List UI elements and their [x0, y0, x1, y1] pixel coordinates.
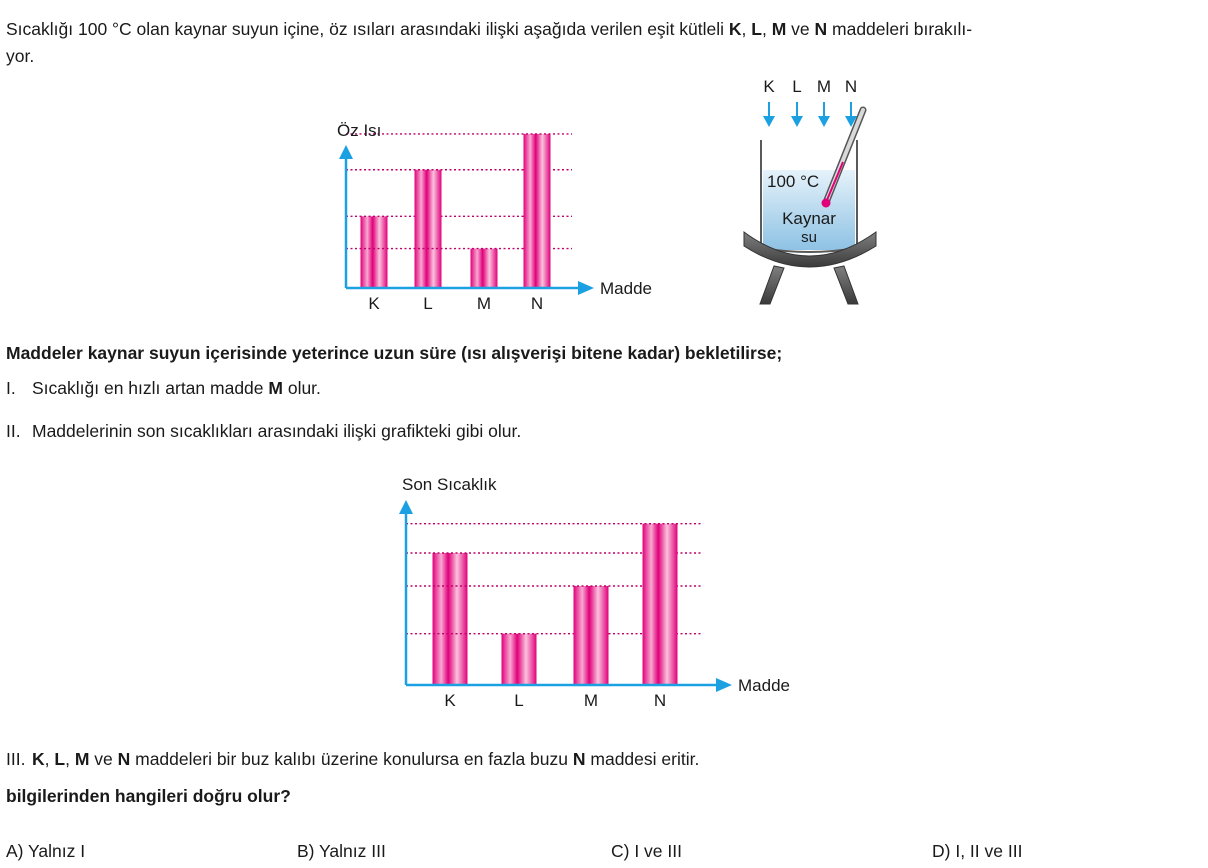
bar-l: [415, 170, 442, 288]
water-temp-label: 100 °C: [767, 172, 820, 191]
option-a[interactable]: A) Yalnız I: [6, 841, 86, 861]
statement-2-text: Maddelerinin son sıcaklıkları arasındaki ilişki grafikteki gibi olur.: [32, 421, 522, 441]
intro-line-1: [6, 18, 972, 40]
bar-n: [524, 134, 551, 288]
intro-sep-3: ve: [786, 19, 815, 39]
option-b[interactable]: B) Yalnız III: [297, 841, 386, 861]
beaker-label-n: N: [844, 77, 858, 96]
bar-m: [574, 586, 609, 685]
statement-3-end: maddesi eritir.: [585, 749, 700, 769]
statement-3-k: K: [32, 749, 45, 769]
statement-3-comma-1: ,: [44, 749, 55, 769]
statement-1: [6, 377, 321, 399]
beaker-illustration: [730, 70, 900, 320]
beaker-label-l: L: [792, 77, 802, 96]
y-axis-arrow: [399, 500, 413, 514]
water-label-1: Kaynar: [782, 209, 836, 228]
water-label-2: su: [801, 229, 817, 246]
statement-3-ve: ve: [89, 749, 118, 769]
statement-3-mid: maddeleri bir buz kalıbı üzerine konulursa en fazla buzu: [130, 749, 573, 769]
bar-l: [502, 634, 537, 685]
y-axis-label: Öz Isı: [337, 121, 382, 140]
intro-line-2: yor.: [6, 46, 35, 66]
statement-1-text-a: Sıcaklığı en hızlı artan madde: [32, 378, 269, 398]
beaker-label-k: K: [763, 77, 775, 96]
x-tick-m: M: [476, 294, 492, 313]
intro-m: M: [771, 19, 787, 39]
option-c[interactable]: C) I ve III: [611, 841, 682, 861]
statement-1-number: I.: [6, 378, 16, 398]
bar-m: [471, 249, 498, 288]
x-tick-k: K: [444, 691, 456, 710]
intro-sep-1: ,: [741, 19, 752, 39]
statement-3-n-2: N: [572, 749, 586, 769]
option-d[interactable]: D) I, II ve III: [932, 841, 1023, 861]
intro-n: N: [814, 19, 828, 39]
x-tick-n: N: [530, 294, 544, 313]
y-axis-label: Son Sıcaklık: [402, 475, 497, 494]
x-axis-label: Madde: [738, 676, 790, 695]
drop-arrows: [763, 102, 857, 127]
prompt-text: bilgilerinden hangileri doğru olur?: [6, 786, 291, 806]
bar-k: [433, 553, 468, 685]
intro-l: L: [751, 19, 762, 39]
x-tick-k: K: [368, 294, 380, 313]
statement-3-l: L: [54, 749, 66, 769]
statement-3-n: N: [117, 749, 131, 769]
statement-3-m: M: [74, 749, 90, 769]
statement-2-number: II.: [6, 421, 21, 441]
beaker-label-m: M: [816, 77, 832, 96]
question-text: Maddeler kaynar suyun içerisinde yeterince uzun süre (ısı alışverişi bitene kadar) bekletilirse;: [6, 343, 783, 363]
x-axis-arrow: [716, 678, 732, 692]
intro-text-a: Sıcaklığı 100 °C olan kaynar suyun içine, öz ısıları arasındaki ilişki aşağıda verilen eşit kütleli: [6, 19, 729, 39]
statement-3: [6, 748, 699, 770]
x-tick-m: M: [583, 691, 599, 710]
bar-n: [643, 524, 678, 685]
x-tick-l: L: [514, 691, 524, 710]
y-axis-arrow: [339, 145, 353, 159]
statement-3-number: III.: [6, 749, 26, 769]
x-axis-label: Madde: [600, 279, 652, 298]
intro-text-b: maddeleri bırakılı-: [827, 19, 973, 39]
statement-1-bold: M: [268, 378, 283, 398]
statement-2: [6, 420, 521, 442]
final-temperature-chart: [370, 468, 820, 718]
intro-sep-2: ,: [761, 19, 772, 39]
statement-1-text-b: olur.: [282, 378, 321, 398]
x-tick-n: N: [653, 691, 667, 710]
bar-k: [361, 216, 388, 288]
x-tick-l: L: [423, 294, 433, 313]
intro-k: K: [728, 19, 742, 39]
x-axis-arrow: [578, 281, 594, 295]
statement-3-comma-2: ,: [65, 749, 75, 769]
specific-heat-chart: [300, 110, 700, 320]
